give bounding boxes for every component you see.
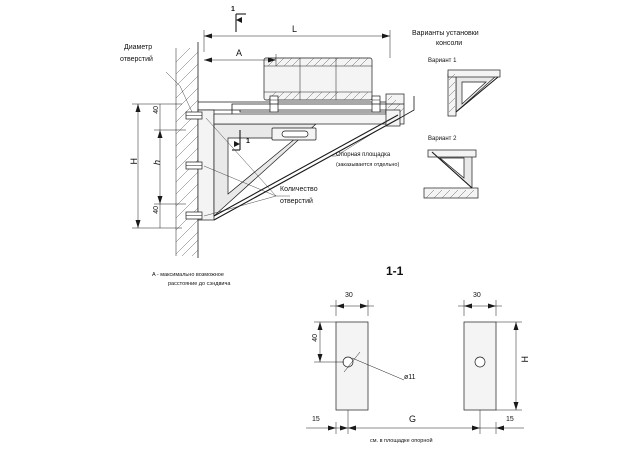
dimension-label-H: H bbox=[129, 158, 139, 165]
variants-title-line2: консоли bbox=[436, 40, 463, 47]
span-G-label: G bbox=[409, 414, 417, 424]
wall-hatching bbox=[176, 42, 198, 258]
section-marker-top bbox=[236, 14, 246, 32]
variant-2-label: Вариант 2 bbox=[428, 136, 457, 142]
holes-count-label-line1: Количество bbox=[280, 186, 318, 193]
dimension-label-L: L bbox=[292, 24, 298, 34]
plate-width-left-label: 30 bbox=[345, 292, 353, 299]
section-mark-side-label: 1 bbox=[246, 138, 250, 145]
edge-right-label: 15 bbox=[506, 416, 514, 423]
section-mark-top-label: 1 bbox=[231, 6, 235, 13]
span-note-label: см. в площадке опорной bbox=[370, 438, 433, 444]
plate-dim-40-label: 40 bbox=[312, 334, 319, 342]
height-H-right-label: H bbox=[520, 356, 530, 363]
dimension-label-A: A bbox=[236, 48, 243, 58]
note-label-line1: A - максимально возможное bbox=[152, 272, 224, 278]
diameter-holes-label-line1: Диаметр bbox=[124, 44, 153, 51]
variant-1-label: Вариант 1 bbox=[428, 58, 457, 64]
diameter-holes-label-line2: отверстий bbox=[120, 56, 153, 63]
variant-2-drawing bbox=[424, 150, 478, 198]
dimension-label-40-bottom: 40 bbox=[153, 206, 160, 214]
holes-count-label-line2: отверстий bbox=[280, 198, 313, 205]
section-title-label: 1-1 bbox=[386, 264, 404, 278]
edge-left-label: 15 bbox=[312, 416, 320, 423]
hole-diameter-label: ø11 bbox=[404, 374, 416, 381]
variants-title-line1: Варианты установки bbox=[412, 30, 479, 37]
dimension-label-h: h bbox=[152, 160, 162, 166]
variant-1-drawing bbox=[448, 70, 500, 116]
support-pad-label-line2: (заказывается отдельно) bbox=[336, 162, 400, 168]
support-pad-label-line1: Опорная площадка bbox=[336, 152, 391, 158]
dimension-label-40-top: 40 bbox=[153, 106, 160, 114]
note-label-line2: расстояние до сэндвича bbox=[168, 281, 231, 287]
plate-width-right-label: 30 bbox=[473, 292, 481, 299]
